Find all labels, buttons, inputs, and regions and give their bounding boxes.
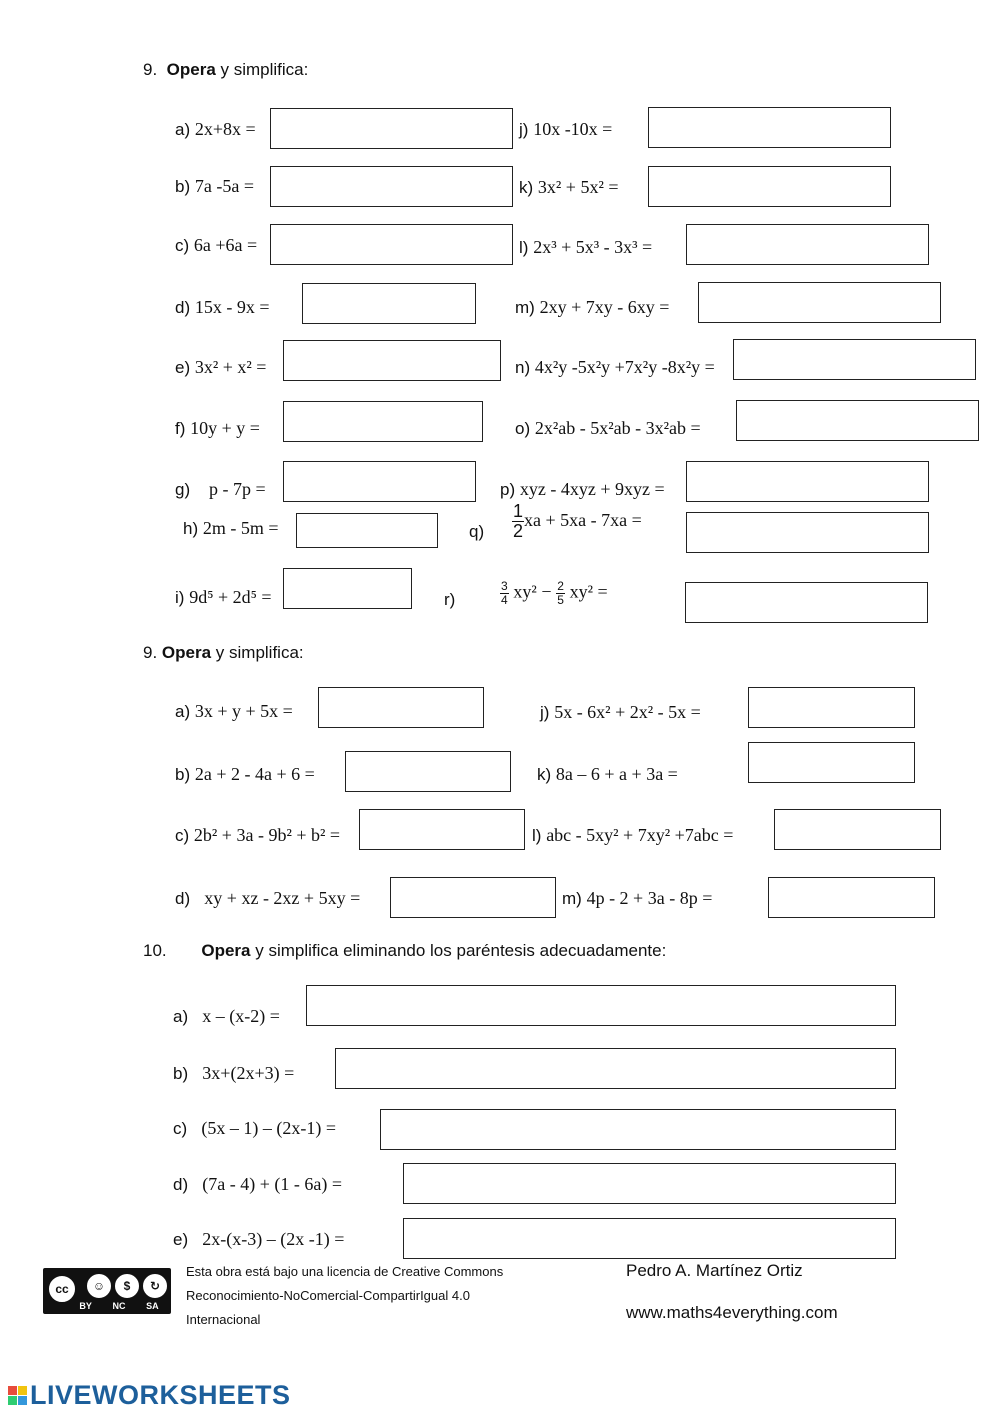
fraction-two-fifths: $\frac{2}{5}$	[557, 579, 564, 607]
exercise-i: i) 9d⁵ + 2d⁵ =	[175, 587, 272, 607]
license-text	[186, 1260, 503, 1332]
expression: 6a +6a =	[193, 235, 258, 255]
exercise-h: h) 2m - 5m =	[183, 518, 279, 538]
answer-box-h[interactable]	[296, 513, 438, 548]
brand-name: LIVEWORKSHEETS	[30, 1380, 291, 1410]
expression: xa + 5xa - 7xa =	[524, 509, 642, 530]
expression: xy² −	[513, 581, 552, 602]
answer2-box-j[interactable]	[748, 687, 915, 728]
expression: 2x²ab - 5x²ab - 3x²ab =	[534, 418, 701, 438]
answer2-box-l[interactable]	[774, 809, 941, 850]
expression: 7a -5a =	[194, 176, 254, 196]
answer-box-d[interactable]	[302, 283, 476, 324]
answer-box-n[interactable]	[733, 339, 976, 380]
liveworksheets-logo	[8, 1380, 291, 1411]
website-link[interactable]: www.maths4everything.com	[626, 1303, 838, 1322]
expression: 3x+(2x+3) =	[202, 1063, 295, 1083]
answer3-box-e[interactable]	[403, 1218, 896, 1259]
expression: xy² =	[569, 581, 608, 602]
answer-box-q[interactable]	[686, 512, 929, 553]
expression: 9d⁵ + 2d⁵ =	[189, 587, 272, 607]
by-icon: ☺	[85, 1272, 113, 1300]
exercise-r-label: r)	[444, 590, 456, 609]
expression: (7a - 4) + (1 - 6a) =	[202, 1174, 343, 1194]
license-line-2: Reconocimiento-NoComercial-CompartirIgual 4.0	[186, 1288, 470, 1303]
section3-heading	[143, 941, 666, 961]
fraction-one-half: $\frac{1}{2}$	[513, 501, 524, 541]
exercise2-d: d) xy + xz - 2xz + 5xy =	[175, 888, 361, 908]
answer3-box-b[interactable]	[335, 1048, 896, 1089]
expression: 2x-(x-3) – (2x -1) =	[202, 1229, 345, 1249]
exercise-q	[512, 502, 642, 541]
exercise-j: j) 10x -10x =	[519, 119, 613, 139]
answer-box-o[interactable]	[736, 400, 979, 441]
section-title-bold: Opera	[161, 643, 212, 662]
license-line-3: Internacional	[186, 1312, 261, 1327]
section2-heading	[143, 643, 304, 663]
section-title: y simplifica eliminando los paréntesis adecuadamente:	[250, 941, 667, 960]
expression: abc - 5xy² + 7xy² +7abc =	[546, 825, 734, 845]
answer-box-p[interactable]	[686, 461, 929, 502]
expression: 3x + y + 5x =	[194, 701, 293, 721]
liveworksheets-icon	[8, 1386, 28, 1406]
exercise2-k: k) 8a – 6 + a + 3a =	[537, 764, 678, 784]
answer-box-g[interactable]	[283, 461, 476, 502]
expression: 2b² + 3a - 9b² + b² =	[193, 825, 341, 845]
expression: 2xy + 7xy - 6xy =	[539, 297, 670, 317]
answer-box-e[interactable]	[283, 340, 501, 381]
exercise2-m: m) 4p - 2 + 3a - 8p =	[562, 888, 713, 908]
answer2-box-k[interactable]	[748, 742, 915, 783]
expression: 5x - 6x² + 2x² - 5x =	[554, 702, 701, 722]
expression: p - 7p =	[209, 479, 266, 499]
exercise-l: l) 2x³ + 5x³ - 3x³ =	[519, 237, 653, 257]
exercise3-c: c) (5x – 1) – (2x-1) =	[173, 1118, 336, 1138]
answer-box-f[interactable]	[283, 401, 483, 442]
exercise-r	[500, 580, 608, 606]
expression: 3x² + 5x² =	[537, 177, 619, 197]
expression: 2m - 5m =	[202, 518, 279, 538]
cc-icon: cc	[47, 1274, 77, 1304]
answer3-box-d[interactable]	[403, 1163, 896, 1204]
answer-box-i[interactable]	[283, 568, 412, 609]
answer-box-b[interactable]	[270, 166, 513, 207]
fraction-three-quarters: $\frac{3}{4}$	[501, 579, 508, 607]
expression: 2x+8x =	[194, 119, 256, 139]
answer-box-j[interactable]	[648, 107, 891, 148]
answer3-box-a[interactable]	[306, 985, 896, 1026]
expression: 10x -10x =	[533, 119, 613, 139]
nc-icon: $	[113, 1272, 141, 1300]
exercise3-b: b) 3x+(2x+3) =	[173, 1063, 295, 1083]
creative-commons-badge	[43, 1268, 171, 1314]
exercise3-d: d) (7a - 4) + (1 - 6a) =	[173, 1174, 343, 1194]
exercise3-e: e) 2x-(x-3) – (2x -1) =	[173, 1229, 345, 1249]
answer2-box-c[interactable]	[359, 809, 525, 850]
section-number: 9.	[143, 643, 158, 662]
exercise3-a: a) x – (x-2) =	[173, 1006, 280, 1026]
expression: 10y + y =	[190, 418, 260, 438]
section1-heading	[143, 60, 308, 80]
exercise2-j: j) 5x - 6x² + 2x² - 5x =	[540, 702, 701, 722]
exercise-m: m) 2xy + 7xy - 6xy =	[515, 297, 670, 317]
exercise-e: e) 3x² + x² =	[175, 357, 267, 377]
expression: 2x³ + 5x³ - 3x³ =	[533, 237, 653, 257]
exercise-d: d) 15x - 9x =	[175, 297, 270, 317]
answer-box-k[interactable]	[648, 166, 891, 207]
expression: 3x² + x² =	[194, 357, 267, 377]
exercise-o: o) 2x²ab - 5x²ab - 3x²ab =	[515, 418, 701, 438]
expression: (5x – 1) – (2x-1) =	[201, 1118, 336, 1138]
answer-box-r[interactable]	[685, 582, 928, 623]
section-title-bold: Opera	[166, 60, 216, 79]
section-number: 9.	[143, 60, 158, 79]
exercise2-b: b) 2a + 2 - 4a + 6 =	[175, 764, 315, 784]
expression: 15x - 9x =	[194, 297, 270, 317]
section-title: y simplifica:	[211, 643, 304, 662]
section-title: y simplifica:	[215, 60, 309, 79]
expression: xy + xz - 2xz + 5xy =	[204, 888, 361, 908]
answer-box-m[interactable]	[698, 282, 941, 323]
answer3-box-c[interactable]	[380, 1109, 896, 1150]
author-name: Pedro A. Martínez Ortiz	[626, 1261, 803, 1280]
exercise-a: a) 2x+8x =	[175, 119, 256, 139]
answer-box-c[interactable]	[270, 224, 513, 265]
sa-icon: ↻	[141, 1272, 169, 1300]
section-number: 10.	[143, 941, 167, 960]
section-title-bold: Opera	[201, 941, 251, 960]
expression: 2a + 2 - 4a + 6 =	[194, 764, 315, 784]
exercise-g: g) p - 7p =	[175, 479, 266, 499]
cc-label-strip: BY NC SA	[69, 1301, 169, 1312]
answer-box-l[interactable]	[686, 224, 929, 265]
exercise-f: f) 10y + y =	[175, 418, 260, 438]
answer2-box-m[interactable]	[768, 877, 935, 918]
expression: 4p - 2 + 3a - 8p =	[586, 888, 713, 908]
exercise-k: k) 3x² + 5x² =	[519, 177, 619, 197]
license-line-1: Esta obra está bajo una licencia de Creative Commons	[186, 1264, 504, 1279]
expression: x – (x-2) =	[202, 1006, 280, 1026]
expression: 8a – 6 + a + 3a =	[555, 764, 678, 784]
exercise2-a: a) 3x + y + 5x =	[175, 701, 293, 721]
answer2-box-b[interactable]	[345, 751, 511, 792]
exercise-q-label: q)	[469, 522, 485, 541]
exercise2-c: c) 2b² + 3a - 9b² + b² =	[175, 825, 341, 845]
answer2-box-a[interactable]	[318, 687, 484, 728]
answer2-box-d[interactable]	[390, 877, 556, 918]
exercise-b: b) 7a -5a =	[175, 176, 254, 196]
exercise-p: p) xyz - 4xyz + 9xyz =	[500, 479, 665, 499]
exercise-c: c) 6a +6a =	[175, 235, 258, 255]
exercise2-l: l) abc - 5xy² + 7xy² +7abc =	[532, 825, 734, 845]
expression: xyz - 4xyz + 9xyz =	[519, 479, 665, 499]
exercise-n: n) 4x²y -5x²y +7x²y -8x²y =	[515, 357, 715, 377]
answer-box-a[interactable]	[270, 108, 513, 149]
expression: 4x²y -5x²y +7x²y -8x²y =	[534, 357, 715, 377]
